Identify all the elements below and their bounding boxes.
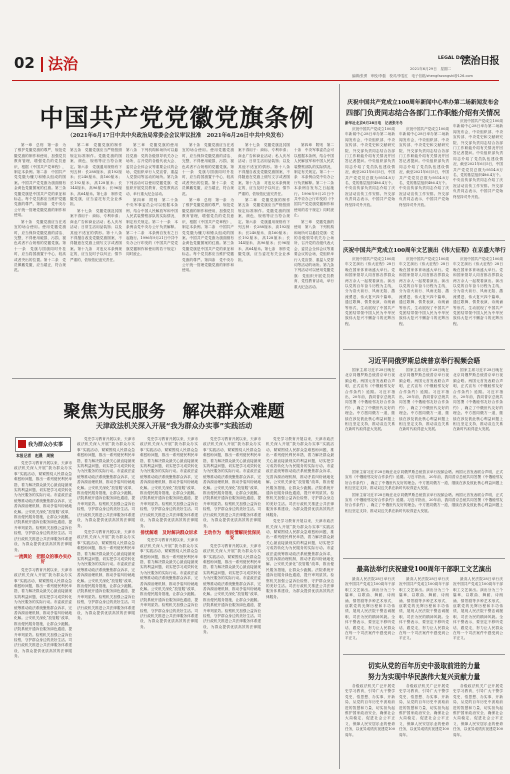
article-column: 党史学习教育开展以来，天津市政法机关深入开展“我为群众办实事”实践活动，紧紧围绕人民群众急难愁盼问题，推出一系列便民利民举措，着力解决群众最关心最直接最现实的利益问题，切实把学习成效转化为为民服务的实际行动。市委政法委统筹推动政法系统聚焦群众诉求，完善诉源治理机制，推动矛盾纠纷就地化解。公安机关深化“放管服”改革，推出便民服务措施，让群众少跑腿。法院系统开通诉讼服务绿色通道，提升审判质效。检察机关加强公益诉讼检察，守护群众身边的美好生活。司法行政机关推进公共法律服务体系建设，为群众提供优质高效的法律服务。 主动作为 维民情解民忧保民安 党史学习教育开展以来，天津市政法机关深入开展“我为群众办实事”实践活动，紧紧围绕人民群众急难愁盼问题，推出一系列便民利民举措，着力解决群众最关心最直接最现实的利益问题，切实把学习成效转化为为民服务的实际行动。市委政法委统筹推动政法系统聚焦群众诉求，完善诉源治理机制，推动矛盾纠纷就地化解。公安机关深化“放管服”改革，推出便民服务措施，让群众少跑腿。法院系统开通诉讼服务绿色通道，提升审判质效。检察机关加强公益诉讼检察，守护群众身边的美好生活。司法行政机关推进公共法律服务体系建设，为群众提供优质高效的法律服务。: [203, 437, 261, 635]
article-column: 党史学习教育开展以来，天津市政法机关深入开展“我为群众办实事”实践活动，紧紧围绕人民群众急难愁盼问题，推出一系列便民利民举措，着力解决群众最关心最直接最现实的利益问题，切实把学习成效转化为为民服务的实际行动。市委政法委统筹推动政法系统聚焦群众诉求，完善诉源治理机制，推动矛盾纠纷就地化解。公安机关深化“放管服”改革，推出便民服务措施，让群众少跑腿。法院系统开通诉讼服务绿色通道，提升审判质效。检察机关加强公益诉讼检察，守护群众身边的美好生活。司法行政机关推进公共法律服务体系建设，为群众提供优质高效的法律服务。 党史学习教育开展以来，天津市政法机关深入开展“我为群众办实事”实践活动，紧紧围绕人民群众急难愁盼问题，推出一系列便民利民举措，着力解决群众最关心最直接最现实的利益问题，切实把学习成效转化为为民服务的实际行动。市委政法委统筹推动政法系统聚焦群众诉求，完善诉源治理机制，推动矛盾纠纷就地化解。公安机关深化“放管服”改革，推出便民服务措施，让群众少跑腿。法院系统开通诉讼服务绿色通道，提升审判质效。检察机关加强公益诉讼检察，守护群众身边的美好生活。司法行政机关推进公共法律服务体系建设，为群众提供优质高效的法律服务。: [266, 437, 334, 599]
column-tag: [15, 437, 71, 452]
article-column: 国家主席习近平28日晚在北京同俄罗斯总统普京举行视频会晤。两国元首发表联合声明，正式宣布《中俄睦邻友好合作条约》延期。习近平指出，20年前，我同普京总统共同签署《中俄睦邻友好合作条约》，确立了中俄世代友好的理念。中方愿同俄方一道，继续在涉及彼此核心利益问题上相互坚定支持，推动双边关系在新时代取得更大发展。: [399, 368, 449, 432]
section-name: 法治: [48, 55, 79, 73]
article-column: 各级政法机关广泛开展党史学习教育，引导广大干警学党史、悟思想、办实事、开新局，从党的百年历史中汲取前进的智慧和力量，切实担负起维护国家政治安全、确保社会大局稳定、促进社会公平正义、保障人民安居乐业的使命任务，以优异成绩庆祝建党100周年。: [399, 684, 449, 737]
article-column: 国家主席习近平28日晚在北京同俄罗斯总统普京举行视频会晤。两国元首发表联合声明，正式宣布《中俄睦邻友好合作条约》延期。习近平指出，20年前，我同普京总统共同签署《中俄睦邻友好合作条约》，确立了中俄世代友好的理念。中方愿同俄方一道，继续在涉及彼此核心利益问题上相互坚定支持，推动双边关系在新时代取得更大发展。 国家主席习近平28日晚在北京同俄罗斯总统普京举行视频会晤。两国元首发表联合声明，正式宣布《中俄睦邻友好合作条约》延期。习近平指出，20年前，我同普京总统共同签署《中俄睦邻友好合作条约》，确立了中俄世代友好的理念。中方愿同俄方一道，继续在涉及彼此核心利益问题上相互坚定支持，推动双边关系在新时代取得更大发展。: [345, 470, 503, 513]
right-article-byline: 新华社北京6月28日电 记者张冬冬: [345, 121, 403, 125]
feature-subtitle: 天津政法机关深入开展“我为群众办实事”实践活动: [95, 422, 253, 430]
separator: [343, 349, 505, 350]
article-column: 庆祝中国共产党成立100周年新闻中心28日举办第二场新闻发布会，中央组织部、中央宣传部、中央党史和文献研究院、外交部负责同志结合各部门工作职能介绍有关情况并回答记者提问。中央组织部负责同志介绍了党员队伍建设情况，截至2021年6月5日，中国共产党党员总数为9514.8万名，党的基层组织486.4万个。中央宣传部负责同志介绍了庆祝活动宣传工作安排。外交部负责同志表示，中国共产党始终坚持对外开放。: [345, 127, 395, 207]
main-title: 中国共产党党徽党旗条例: [39, 104, 315, 132]
article-column: 最高人民法院28日举行庆祝中国共产党成立100周年干部职工文艺演出。演出分为三个篇章，以歌曲、舞蹈、诗朗诵、情景剧等多种艺术形式，讴歌党的光辉历程和丰功伟绩，展现人民法院干警忠诚履职、司法为民的精神风貌。全体干警表示，要坚定不移听党话、跟党走，努力让人民群众在每一个司法案件中感受到公平正义。: [453, 577, 503, 641]
article-column: 第三章 党徽党旗的使用 第八条 下列机构和场所可以悬挂党旗：党的各级领导机关办公场所，召开党的各级代表大会、委员会全体会议等重要会议的会场，党组织举行入党宣誓、重温入党誓词等活动的场所。第九条 下列活动可以使用党徽党旗：党组织开展党员教育、党性教育活动，举行重大纪念活动。 第四章 附则 第二十条 中央军事委员会可以根据本条例，结合中国人民解放军和中国人民武装警察部队的实际情况，制定有关规定。第二十一条 本条例由党中央办公厅负责解释。第二十二条 本条例自发布之日起施行。1996年9月21日中共中央办公厅印发的《中国共产党党旗党徽制作和使用的若干规定》同时废止。: [126, 143, 182, 257]
article-column: 庆祝中国共产党成立100周年文艺演出《伟大征程》28日晚在国家体育场盛大举行。党和国家领导人同首都各界群众两万余人一起观看演出。演出以党的百年奋斗历程为主线，分为浴火前行、风雨无阻、激流勇进、伟大复兴四个篇章，通过歌舞、情景表演、诗朗诵等形式，生动展现了中国共产党团结带领中国人民为中华民族伟大复兴不懈奋斗的光辉历程。: [399, 257, 449, 326]
feature-title: 聚焦为民服务 解决群众难题: [63, 402, 285, 422]
article-column: 第一章 总则 第一条 为了维护党徽党旗的尊严，规范党徽党旗的制作和使用，加强党员教育管理，增强党员的党员意识，根据《中国共产党章程》，制定本条例。第二条 中国共产党党徽为镰刀和锤头组成的图案。中国共产党党旗为旗面缀有金黄色党徽图案的红旗。第三条 党徽党旗是中国共产党的象征和标志。每个党员都应当维护党徽党旗的尊严。第四条 党中央办公厅统一管理党徽党旗的制作和使用。 第十条 党徽党旗应当在适宜的场合使用。使用党徽党旗时，应当保持党徽党旗的清洁、完整，不得使用破损、污损、褪色或者不合规格的党徽党旗。第十一条 党旗与国旗同时升挂时，应当将国旗置于中心、较高或者突出的位置。第十二条 党员佩戴党徽，应当端正，符合规范。: [14, 143, 70, 273]
header-rule: [12, 80, 499, 81]
right-article-title: 庆祝中国共产党成立100周年文艺演出《伟大征程》在京盛大举行: [343, 248, 506, 254]
column-divider: [339, 84, 340, 769]
article-column: 第四章 附则 第二十条 中央军事委员会可以根据本条例，结合中国人民解放军和中国人民武装警察部队的实际情况，制定有关规定。第二十一条 本条例由党中央办公厅负责解释。第二十二条 本条例自发布之日起施行。1996年9月21日中共中央办公厅印发的《中国共产党党旗党徽制作和使用的若干规定》同时废止。 第三章 党徽党旗的使用 第八条 下列机构和场所可以悬挂党旗：党的各级领导机关办公场所，召开党的各级代表大会、委员会全体会议等重要会议的会场，党组织举行入党宣誓、重温入党誓词等活动的场所。第九条 下列活动可以使用党徽党旗：党组织开展党员教育、党性教育活动，举行重大纪念活动。: [294, 143, 338, 289]
article-column: 党史学习教育开展以来，天津市政法机关深入开展“我为群众办实事”实践活动，紧紧围绕人民群众急难愁盼问题，推出一系列便民利民举措，着力解决群众最关心最直接最现实的利益问题，切实把学习成效转化为为民服务的实际行动。市委政法委统筹推动政法系统聚焦群众诉求，完善诉源治理机制，推动矛盾纠纷就地化解。公安机关深化“放管服”改革，推出便民服务措施，让群众少跑腿。法院系统开通诉讼服务绿色通道，提升审判质效。检察机关加强公益诉讼检察，守护群众身边的美好生活。司法行政机关推进公共法律服务体系建设，为群众提供优质高效的法律服务。 排忧解难 及时解决群众诉求 党史学习教育开展以来，天津市政法机关深入开展“我为群众办实事”实践活动，紧紧围绕人民群众急难愁盼问题，推出一系列便民利民举措，着力解决群众最关心最直接最现实的利益问题，切实把学习成效转化为为民服务的实际行动。市委政法委统筹推动政法系统聚焦群众诉求，完善诉源治理机制，推动矛盾纠纷就地化解。公安机关深化“放管服”改革，推出便民服务措施，让群众少跑腿。法院系统开通诉讼服务绿色通道，提升审判质效。检察机关加强公益诉讼检察，守护群众身边的美好生活。司法行政机关推进公共法律服务体系建设，为群众提供优质高效的法律服务。: [140, 437, 198, 629]
brand-en: LEGAL DAILY: [438, 56, 471, 61]
article-column: 第二章 党徽党旗的制作 第五条 党徽党旗应当严格按照规定标准制作。党徽党旗的图案、颜色、规格等应当符合规定。第六条 党旗通用规格有下列五种：长288厘米、高192厘米；长240厘米、高160厘米；长192厘米、高128厘米；长144厘米、高96厘米；长96厘米、高64厘米。第七条 制作党徽党旗，应当委托有关企业承担。 第十七条 党徽党旗及其图案不得用于：商标、专利申请；商业广告和商业活动；私人庆吊活动；日常生活用品装饰；以及其他不适宜的情形。第十八条 不得擅自改变党徽党旗图案，不得随意在党旗上缀写文字或者图案。第十九条 对违反本条例规定的，应当及时予以纠正；情节严重的，依规依纪追究责任。: [70, 143, 126, 262]
column-tag-label: 我为群众办实事: [28, 442, 64, 448]
feature-rule-top: [12, 378, 336, 379]
right-article-title: 庆祝中国共产党成立100周年新闻中心举办第二场新闻发布会: [347, 100, 499, 106]
separator: [343, 240, 505, 241]
right-article-title: 习近平同俄罗斯总统普京举行视频会晤: [367, 357, 481, 365]
date-line: 2021年6月29日 星期二: [410, 67, 452, 71]
header-divider-icon: [41, 57, 43, 72]
page-number: 02: [14, 54, 35, 72]
brand-logo: 法治日报: [461, 56, 499, 67]
section-head: 一流舆论 把群众的事办实办好: [14, 554, 72, 566]
article-column: 最高人民法院28日举行庆祝中国共产党成立100周年干部职工文艺演出。演出分为三个篇章，以歌曲、舞蹈、诗朗诵、情景剧等多种艺术形式，讴歌党的光辉历程和丰功伟绩，展现人民法院干警忠诚履职、司法为民的精神风貌。全体干警表示，要坚定不移听党话、跟党走，努力让人民群众在每一个司法案件中感受到公平正义。: [345, 577, 395, 641]
right-article-title: 最高法举行庆祝建党100周年干部职工文艺演出: [356, 565, 492, 573]
right-article-subtitle: 四部门负责同志结合各部门工作职能介绍有关情况: [346, 108, 500, 117]
article-column: 庆祝中国共产党成立100周年文艺演出《伟大征程》28日晚在国家体育场盛大举行。党和国家领导人同首都各界群众两万余人一起观看演出。演出以党的百年奋斗历程为主线，分为浴火前行、风雨无阻、激流勇进、伟大复兴四个篇章，通过歌舞、情景表演、诗朗诵等形式，生动展现了中国共产党团结带领中国人民为中华民族伟大复兴不懈奋斗的光辉历程。: [345, 257, 395, 326]
separator: [343, 558, 505, 559]
article-column: 庆祝中国共产党成立100周年文艺演出《伟大征程》28日晚在国家体育场盛大举行。党和国家领导人同首都各界群众两万余人一起观看演出。演出以党的百年奋斗历程为主线，分为浴火前行、风雨无阻、激流勇进、伟大复兴四个篇章，通过歌舞、情景表演、诗朗诵等形式，生动展现了中国共产党团结带领中国人民为中华民族伟大复兴不懈奋斗的光辉历程。: [453, 257, 503, 326]
article-column: 第十七条 党徽党旗及其图案不得用于：商标、专利申请；商业广告和商业活动；私人庆吊活动；日常生活用品装饰；以及其他不适宜的情形。第十八条 不得擅自改变党徽党旗图案，不得随意在党旗上缀写文字或者图案。第十九条 对违反本条例规定的，应当及时予以纠正；情节严重的，依规依纪追究责任。 第二章 党徽党旗的制作 第五条 党徽党旗应当严格按照规定标准制作。党徽党旗的图案、颜色、规格等应当符合规定。第六条 党旗通用规格有下列五种：长288厘米、高192厘米；长240厘米、高160厘米；长192厘米、高128厘米；长144厘米、高96厘米；长96厘米、高64厘米。第七条 制作党徽党旗，应当委托有关企业承担。: [238, 143, 294, 262]
right-article-title: 切实从党的百年历史中汲取前进的力量: [367, 662, 481, 670]
feature-byline: 本报记者 赵晨 周婉: [16, 453, 54, 458]
article-column: 党史学习教育开展以来，天津市政法机关深入开展“我为群众办实事”实践活动，紧紧围绕人民群众急难愁盼问题，推出一系列便民利民举措，着力解决群众最关心最直接最现实的利益问题，切实把学习成效转化为为民服务的实际行动。市委政法委统筹推动政法系统聚焦群众诉求，完善诉源治理机制，推动矛盾纠纷就地化解。公安机关深化“放管服”改革，推出便民服务措施，让群众少跑腿。法院系统开通诉讼服务绿色通道，提升审判质效。检察机关加强公益诉讼检察，守护群众身边的美好生活。司法行政机关推进公共法律服务体系建设，为群众提供优质高效的法律服务。 一流舆论 把群众的事办实办好 党史学习教育开展以来，天津市政法机关深入开展“我为群众办实事”实践活动，紧紧围绕人民群众急难愁盼问题，推出一系列便民利民举措，着力解决群众最关心最直接最现实的利益问题，切实把学习成效转化为为民服务的实际行动。市委政法委统筹推动政法系统聚焦群众诉求，完善诉源治理机制，推动矛盾纠纷就地化解。公安机关深化“放管服”改革，推出便民服务措施，让群众少跑腿。法院系统开通诉讼服务绿色通道，提升审判质效。检察机关加强公益诉讼检察，守护群众身边的美好生活。司法行政机关推进公共法律服务体系建设，为群众提供优质高效的法律服务。: [14, 461, 72, 659]
editor-line: 编辑/张勇 审校/李磊 校对/李雯红 电子信箱/zhengfazongshi@126.com: [352, 74, 473, 78]
section-head: 排忧解难 及时解决群众诉求: [140, 530, 198, 536]
separator: [343, 654, 505, 655]
article-column: 各级政法机关广泛开展党史学习教育，引导广大干警学党史、悟思想、办实事、开新局，从党的百年历史中汲取前进的智慧和力量，切实担负起维护国家政治安全、确保社会大局稳定、促进社会公平正义、保障人民安居乐业的使命任务，以优异成绩庆祝建党100周年。: [453, 684, 503, 737]
section-head: 主动作为 维民情解民忧保民安: [203, 530, 261, 542]
article-column: 第十条 党徽党旗应当在适宜的场合使用。使用党徽党旗时，应当保持党徽党旗的清洁、完整，不得使用破损、污损、褪色或者不合规格的党徽党旗。第十一条 党旗与国旗同时升挂时，应当将国旗置于中心、较高或者突出的位置。第十二条 党员佩戴党徽，应当端正，符合规范。 第一章 总则 第一条 为了维护党徽党旗的尊严，规范党徽党旗的制作和使用，加强党员教育管理，增强党员的党员意识，根据《中国共产党章程》，制定本条例。第二条 中国共产党党徽为镰刀和锤头组成的图案。中国共产党党旗为旗面缀有金黄色党徽图案的红旗。第三条 党徽党旗是中国共产党的象征和标志。每个党员都应当维护党徽党旗的尊严。第四条 党中央办公厅统一管理党徽党旗的制作和使用。: [182, 143, 238, 273]
article-column: 党史学习教育开展以来，天津市政法机关深入开展“我为群众办实事”实践活动，紧紧围绕人民群众急难愁盼问题，推出一系列便民利民举措，着力解决群众最关心最直接最现实的利益问题，切实把学习成效转化为为民服务的实际行动。市委政法委统筹推动政法系统聚焦群众诉求，完善诉源治理机制，推动矛盾纠纷就地化解。公安机关深化“放管服”改革，推出便民服务措施，让群众少跑腿。法院系统开通诉讼服务绿色通道，提升审判质效。检察机关加强公益诉讼检察，守护群众身边的美好生活。司法行政机关推进公共法律服务体系建设，为群众提供优质高效的法律服务。 党史学习教育开展以来，天津市政法机关深入开展“我为群众办实事”实践活动，紧紧围绕人民群众急难愁盼问题，推出一系列便民利民举措，着力解决群众最关心最直接最现实的利益问题，切实把学习成效转化为为民服务的实际行动。市委政法委统筹推动政法系统聚焦群众诉求，完善诉源治理机制，推动矛盾纠纷就地化解。公安机关深化“放管服”改革，推出便民服务措施，让群众少跑腿。法院系统开通诉讼服务绿色通道，提升审判质效。检察机关加强公益诉讼检察，守护群众身边的美好生活。司法行政机关推进公共法律服务体系建设，为群众提供优质高效的法律服务。: [77, 437, 135, 621]
main-subtitle: （2021年6月17日中共中央政治局常委会会议审议批准 2021年6月26日中共中央发布）: [67, 133, 287, 139]
article-column: 庆祝中国共产党成立100周年新闻中心28日举办第二场新闻发布会，中央组织部、中央宣传部、中央党史和文献研究院、外交部负责同志结合各部门工作职能介绍有关情况并回答记者提问。中央组织部负责同志介绍了党员队伍建设情况，截至2021年6月5日，中国共产党党员总数为9514.8万名，党的基层组织486.4万个。中央宣传部负责同志介绍了庆祝活动宣传工作安排。外交部负责同志表示，中国共产党始终坚持对外开放。: [453, 119, 503, 199]
flag-icon: [18, 440, 26, 448]
article-column: 各级政法机关广泛开展党史学习教育，引导广大干警学党史、悟思想、办实事、开新局，从党的百年历史中汲取前进的智慧和力量，切实担负起维护国家政治安全、确保社会大局稳定、促进社会公平正义、保障人民安居乐业的使命任务，以优异成绩庆祝建党100周年。: [345, 684, 395, 737]
article-column: 国家主席习近平28日晚在北京同俄罗斯总统普京举行视频会晤。两国元首发表联合声明，正式宣布《中俄睦邻友好合作条约》延期。习近平指出，20年前，我同普京总统共同签署《中俄睦邻友好合作条约》，确立了中俄世代友好的理念。中方愿同俄方一道，继续在涉及彼此核心利益问题上相互坚定支持，推动双边关系在新时代取得更大发展。: [345, 368, 395, 432]
article-column: 国家主席习近平28日晚在北京同俄罗斯总统普京举行视频会晤。两国元首发表联合声明，正式宣布《中俄睦邻友好合作条约》延期。习近平指出，20年前，我同普京总统共同签署《中俄睦邻友好合作条约》，确立了中俄世代友好的理念。中方愿同俄方一道，继续在涉及彼此核心利益问题上相互坚定支持，推动双边关系在新时代取得更大发展。: [453, 368, 503, 432]
article-column: 最高人民法院28日举行庆祝中国共产党成立100周年干部职工文艺演出。演出分为三个篇章，以歌曲、舞蹈、诗朗诵、情景剧等多种艺术形式，讴歌党的光辉历程和丰功伟绩，展现人民法院干警忠诚履职、司法为民的精神风貌。全体干警表示，要坚定不移听党话、跟党走，努力让人民群众在每一个司法案件中感受到公平正义。: [399, 577, 449, 641]
article-column: 庆祝中国共产党成立100周年新闻中心28日举办第二场新闻发布会，中央组织部、中央宣传部、中央党史和文献研究院、外交部负责同志结合各部门工作职能介绍有关情况并回答记者提问。中央组织部负责同志介绍了党员队伍建设情况，截至2021年6月5日，中国共产党党员总数为9514.8万名，党的基层组织486.4万个。中央宣传部负责同志介绍了庆祝活动宣传工作安排。外交部负责同志表示，中国共产党始终坚持对外开放。: [399, 127, 449, 207]
right-article-subtitle: 努力为实现中华民族伟大复兴贡献力量: [367, 673, 481, 681]
